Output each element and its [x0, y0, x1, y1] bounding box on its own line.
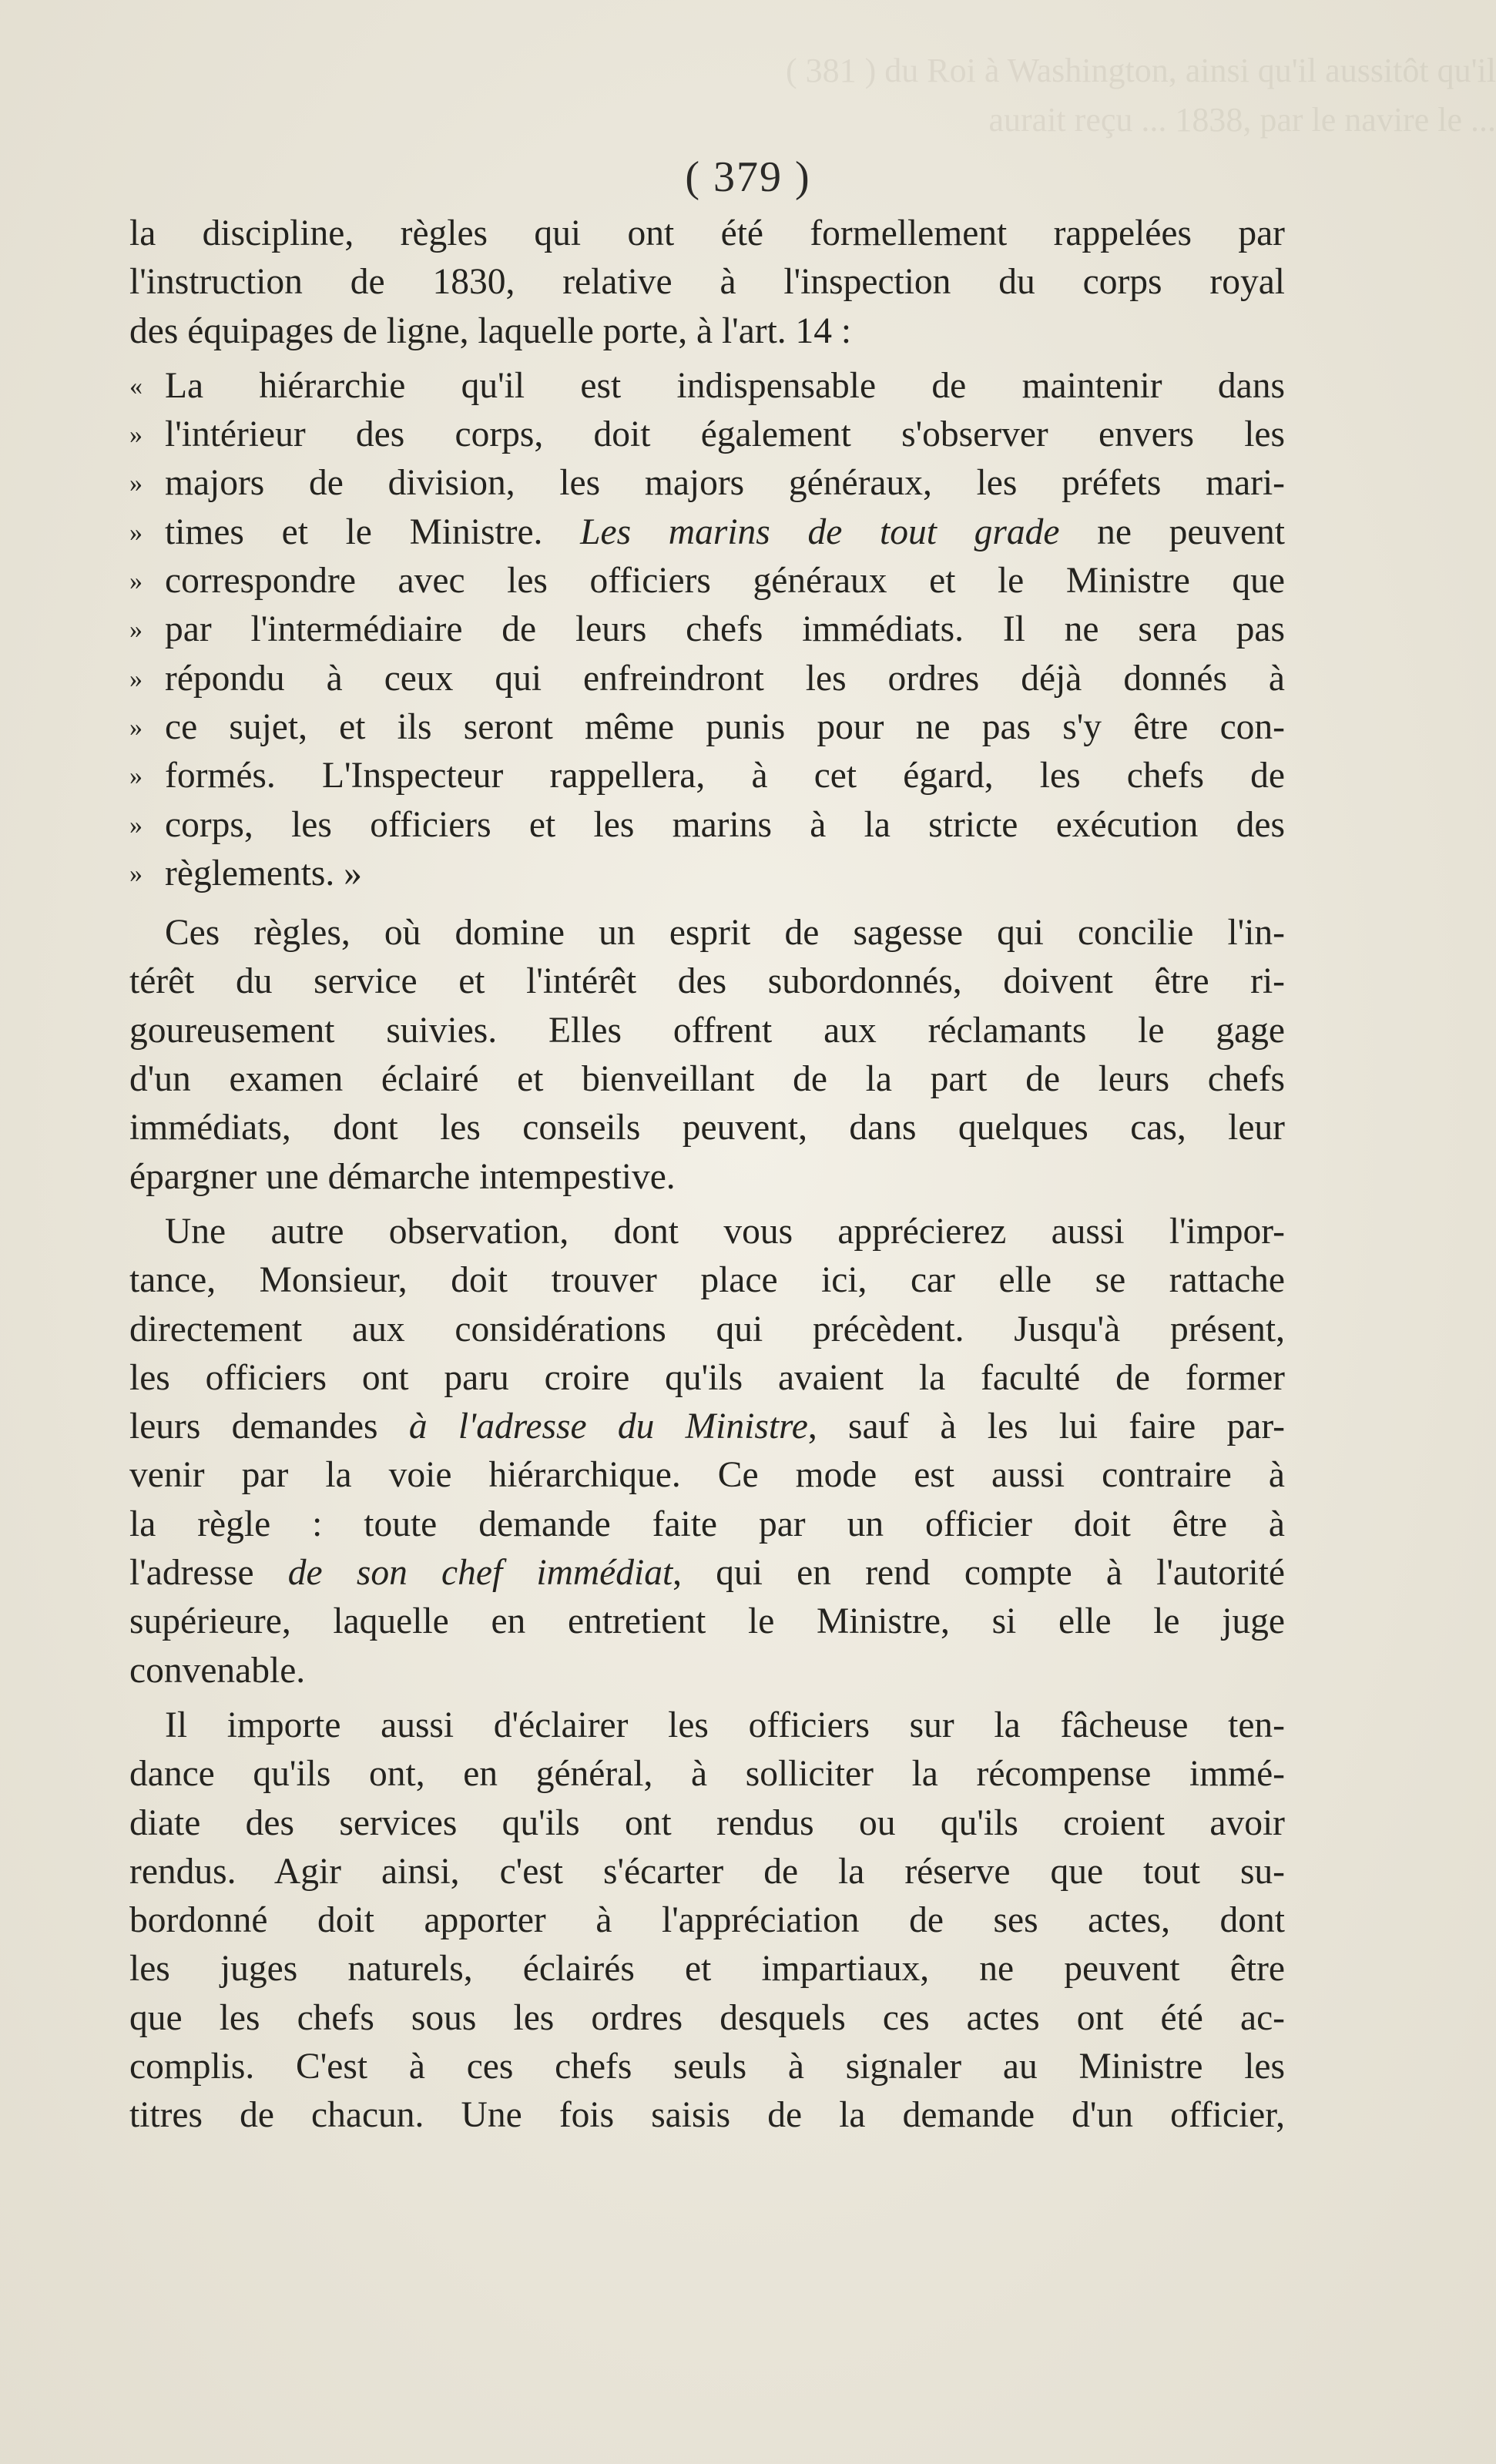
text-line: directement aux considérations qui précèdent. Jusqu'à présent, — [129, 1309, 1285, 1349]
quotation-block — [129, 362, 1285, 898]
text-line: Une autre observation, dont vous apprécierez aussi l'impor- — [165, 1211, 1285, 1252]
quote-cont-mark: » — [129, 664, 143, 693]
text-line: bordonné doit apporter à l'appréciation de ses actes, dont — [129, 1900, 1285, 1941]
text-line: convenable. — [129, 1650, 306, 1691]
quote-open-mark: « — [129, 371, 143, 401]
quote-line: » ce sujet, et ils seront même punis pour ne pas s'y être con- — [129, 703, 1285, 752]
quote-cont-mark: » — [129, 421, 143, 450]
quote-line: » times et le Ministre. Les marins de tout grade ne peuvent — [129, 508, 1285, 557]
quote-line: » formés. L'Inspecteur rappellera, à cet égard, les chefs de — [129, 752, 1285, 800]
text-line: immédiats, dont les conseils peuvent, dans quelques cas, leur — [129, 1108, 1285, 1148]
text-line: goureusement suivies. Elles offrent aux réclamants le gage — [129, 1010, 1285, 1051]
body-text — [129, 210, 1285, 2140]
quote-cont-mark: » — [129, 859, 143, 888]
text-line: d'un examen éclairé et bienveillant de la part de leurs chefs — [129, 1059, 1285, 1100]
quote-cont-mark: » — [129, 469, 143, 498]
text-line: tance, Monsieur, doit trouver place ici, car elle se rattache — [129, 1260, 1285, 1301]
text-line: complis. C'est à ces chefs seuls à signaler au Ministre les — [129, 2046, 1285, 2087]
quote-cont-mark: » — [129, 567, 143, 596]
quote-line: » par l'intermédiaire de leurs chefs immédiats. Il ne sera pas — [129, 605, 1285, 654]
quote-line: » corps, les officiers et les marins à la stricte exécution des — [129, 801, 1285, 850]
bleed-through-text: ( 381 ) du Roi à Washington, ainsi qu'il aussitôt qu'il aurait reçu ... 1838, par le navire le ... — [785, 52, 1496, 139]
quote-line: » correspondre avec les officiers généraux et le Ministre que — [129, 557, 1285, 605]
quote-line: » règlements. » — [129, 850, 1285, 898]
text-line: que les chefs sous les ordres desquels ces actes ont été ac- — [129, 1997, 1285, 2038]
text-line: des équipages de ligne, laquelle porte, à l'art. 14 : — [129, 310, 852, 351]
text-line: la discipline, règles qui ont été formellement rappelées par — [129, 213, 1285, 253]
text-line: Il importe aussi d'éclairer les officiers sur la fâcheuse ten- — [165, 1705, 1285, 1745]
italic-emphasis: à l'adresse du Ministre — [408, 1406, 808, 1447]
page-number: ( 379 ) — [685, 153, 811, 201]
text-line: rendus. Agir ainsi, c'est s'écarter de la réserve que tout su- — [129, 1851, 1285, 1892]
text-line: térêt du service et l'intérêt des subordonnés, doivent être ri- — [129, 961, 1285, 1002]
text-line: les officiers ont paru croire qu'ils avaient la faculté de former — [129, 1357, 1285, 1398]
quote-line: » répondu à ceux qui enfreindront les ordres déjà donnés à — [129, 655, 1285, 703]
quote-cont-mark: » — [129, 518, 143, 547]
text-line: supérieure, laquelle en entretient le Ministre, si elle le juge — [129, 1601, 1285, 1642]
text-line: Ces règles, où domine un esprit de sagesse qui concilie l'in- — [165, 913, 1285, 954]
text-line: dance qu'ils ont, en général, à solliciter la récompense immé- — [129, 1754, 1285, 1795]
text-line: titres de chacun. Une fois saisis de la demande d'un officier, — [129, 2095, 1285, 2136]
text-line: les juges naturels, éclairés et impartiaux, ne peuvent être — [129, 1949, 1285, 1990]
quote-line: » l'intérieur des corps, doit également s'observer envers les — [129, 411, 1285, 459]
text-line: diate des services qu'ils ont rendus ou qu'ils croient avoir — [129, 1802, 1285, 1843]
quote-cont-mark: » — [129, 615, 143, 645]
quote-cont-mark: » — [129, 762, 143, 791]
quote-line: « La hiérarchie qu'il est indispensable de maintenir dans — [129, 362, 1285, 411]
text-line: la règle : toute demande faite par un officier doit être à — [129, 1504, 1285, 1544]
text-line: l'instruction de 1830, relative à l'inspection du corps royal — [129, 262, 1285, 303]
paragraph — [129, 1208, 1285, 1695]
quote-line: » majors de division, les majors généraux, les préfets mari- — [129, 459, 1285, 508]
paragraph — [129, 1701, 1285, 2140]
text-line: l'adresse de son chef immédiat, qui en rend compte à l'autorité — [129, 1553, 1286, 1594]
text-line: épargner une démarche intempestive. — [129, 1156, 676, 1197]
italic-emphasis: de son chef immédiat — [287, 1553, 673, 1594]
paragraph — [129, 909, 1285, 1202]
italic-emphasis: Les marins de tout grade — [580, 511, 1060, 552]
quote-cont-mark: » — [129, 810, 143, 840]
quote-cont-mark: » — [129, 712, 143, 742]
text-line: venir par la voie hiérarchique. Ce mode est aussi contraire à — [129, 1455, 1285, 1496]
text-line: leurs demandes à l'adresse du Ministre, sauf à les lui faire par- — [129, 1406, 1285, 1447]
